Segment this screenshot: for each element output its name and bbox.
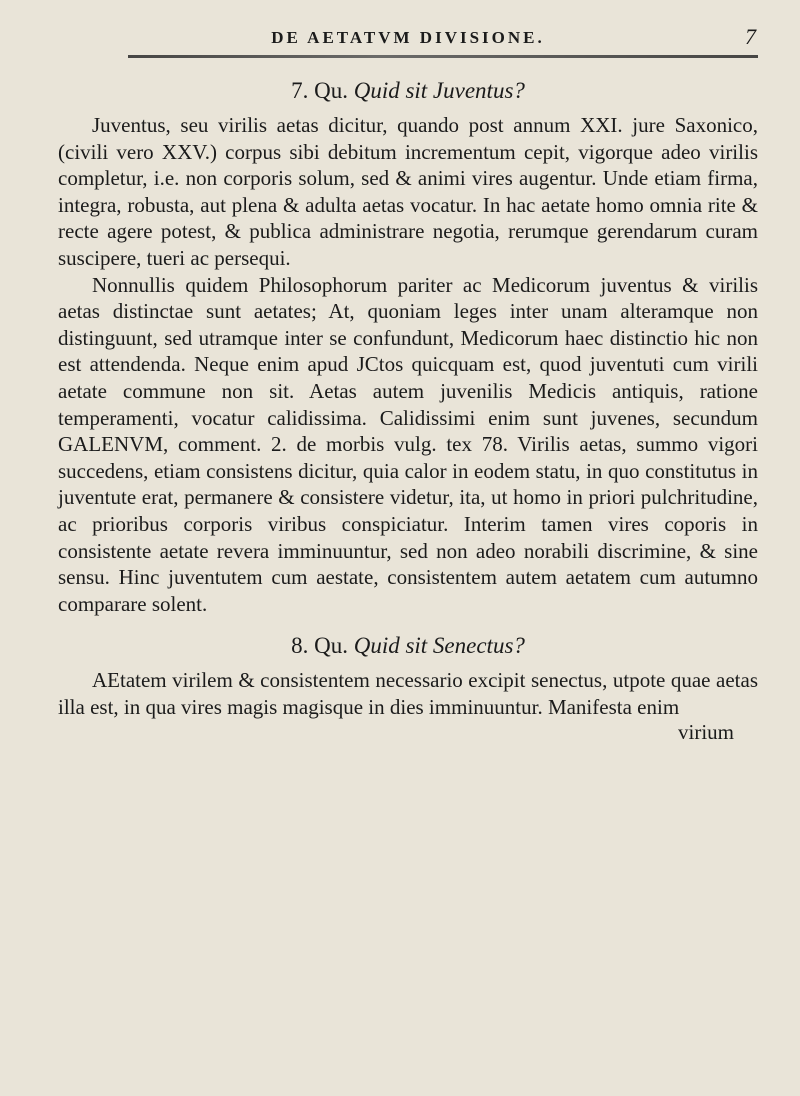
question-text: Quid sit Senectus? [353,633,525,659]
paragraph: AEtatem virilem & consistentem necessario excipit senectus, utpote quae aetas illa est, in qua vires magis magisque in dies imminuuntur. Manifesta enim [58,668,758,719]
page-number: 7 [745,24,756,49]
question-text: Quid sit Juventus? [353,78,525,103]
page-header [58,0,758,62]
question-heading-8 [58,631,758,661]
running-title: DE AETATVM DIVISIONE. [271,28,545,47]
catchword: virium [678,720,734,745]
question-number: 8. Qu. [291,633,348,659]
header-rule [128,55,758,58]
paragraph: Juventus, seu virilis aetas dicitur, quando post annum XXI. jure Saxonico, (civili vero XXV.) corpus sibi debitum incrementum cepit, vigorque adeo virilis completur, i.e. non corporis solum, sed & animi vires augentur. Unde etiam firma, integra, robusta, aut plena & adulta aetas vocatur. In hac aetate homo omnia rite & recte agere potest, & publica administrare negotia, rerumque gerendarum curam suscipere, tueri ac persequi. [58,113,758,270]
question-heading-7 [58,76,758,106]
question-number: 7. Qu. [291,78,348,103]
paragraph: Nonnullis quidem Philosophorum pariter ac Medicorum juventus & virilis aetas distinctae sunt aetates; At, quoniam leges inter unam alteramque non distinguunt, sed utramque inter se confundunt, Medicorum haec distinctio hic non est attendenda. Neque enim apud JCtos quicquam est, quod juventuti cum virili aetate commune non sit. Aetas autem juvenilis Medicis antiquis, ratione temperamenti, vocatur calidissima. Calidissimi enim sunt juvenes, secundum GALENVM, comment. 2. de morbis vulg. tex 78. Virilis aetas, summo vigori succedens, etiam consistens dicitur, quia calor in eodem statu, in quo constitutus in juventute erat, permanere & consistere videtur, ita, ut homo in priori pulchritudine, ac prioribus corporis viribus conspiciatur. Interim tamen vires coporis in consistente aetate revera imminuuntur, sed non adeo norabili discrimine, & sine sensu. Hinc juventutem cum aestate, consistentem autem aetatem cum autumno comparare solent. [58,272,758,616]
